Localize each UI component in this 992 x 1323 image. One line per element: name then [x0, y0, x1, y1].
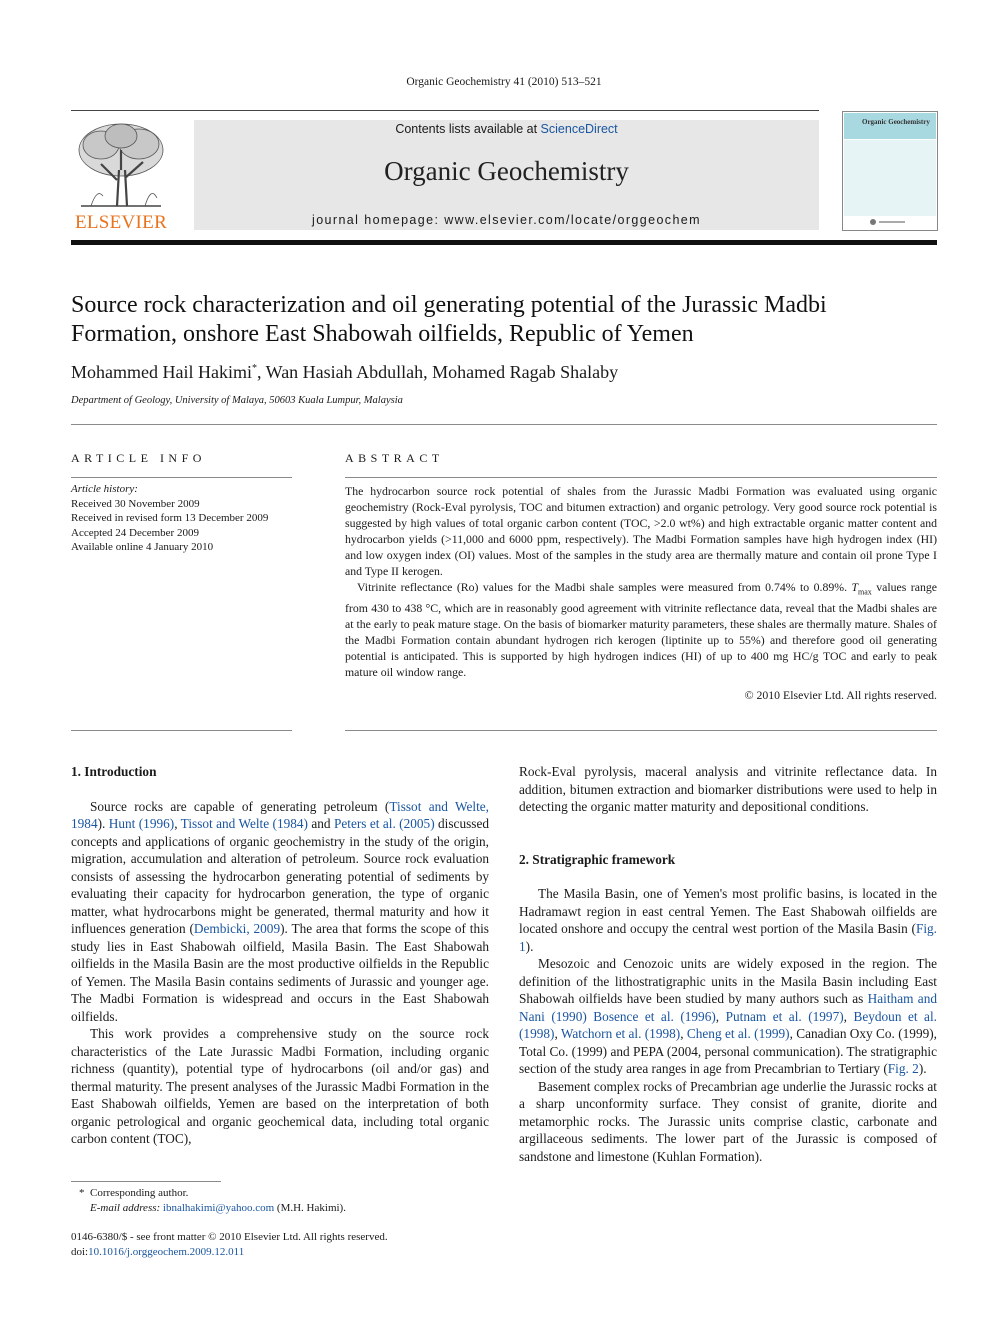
cover-header [844, 113, 936, 139]
header-thick-rule [71, 240, 937, 245]
tmax-subscript: max [858, 587, 872, 597]
text-run: , [680, 1026, 687, 1041]
text-run: discussed concepts and applications of organic geochemistry in the study of the origin, migration, accumulation and alteration of petroleum. Source rock evaluation consists of assessing the hydrocarbon generating potential of sediments by evaluating their capacity for hydrocarbon generation, the type of organic matter, what hydrocarbons might be generated, thermal maturity and how it influences generation ( [71, 816, 490, 936]
journal-homepage[interactable]: journal homepage: www.elsevier.com/locate/orggeochem [312, 213, 701, 227]
text-run: ). The area that forms the scope of this study lies in East Shabowah oilfield, Masila Basin. The East Shabowah oilfields in the Masila Basin are the most productive oilfields in the Republic of Yemen. The Masila Basin contains sediments of Jurassic and younger age. The Madbi Formation is widespread and occurs in the East Shabowah oilfields. [71, 921, 489, 1024]
text-run: Source rocks are capable of generating petroleum ( [90, 798, 390, 814]
journal-title[interactable]: Organic Geochemistry [384, 156, 629, 186]
citation-link[interactable]: Hunt (1996) [108, 816, 175, 831]
citation-link[interactable]: Tissot and Welte (1984) [180, 816, 308, 831]
revised-date: Received in revised form 13 December 2009 [71, 512, 269, 524]
text-run: Mesozoic and Cenozoic units are widely exposed in the region. The definition of the lithostratigraphic units in the Masila Basin including East Shabowah oilfields have been studied by many authors such as [519, 956, 937, 1006]
footnote-mark: * [79, 1187, 85, 1199]
email-link[interactable]: ibnalhakimi@yahoo.com [162, 1201, 275, 1214]
abstract-heading: ABSTRACT [345, 451, 444, 465]
text-run: ). [525, 938, 534, 954]
contents-line [194, 122, 819, 136]
doi-label: doi: [71, 1245, 89, 1258]
body-paragraph: Rock-Eval pyrolysis, maceral analysis and vitrinite reflectance data. In addition, bitumen extraction and biomarker distributions were used to help in detecting the organic matter maturity and depositional conditions. [519, 764, 937, 814]
body-paragraph [71, 798, 489, 1026]
abstract-paragraph [345, 579, 937, 680]
citation-link[interactable]: Beydoun et al. (1998) [519, 1008, 937, 1041]
article-info-rule [71, 477, 292, 478]
abstract-rule [345, 477, 937, 478]
header-rule [71, 110, 819, 111]
cover-title: Organic Geochemistry [862, 118, 930, 126]
accepted-date: Accepted 24 December 2009 [71, 526, 199, 539]
footnote-rule [71, 1181, 221, 1182]
article-info-bottom-rule [71, 730, 292, 731]
affiliation: Department of Geology, University of Malaya, 50603 Kuala Lumpur, Malaysia [71, 395, 403, 406]
body-paragraph: This work provides a comprehensive study on the source rock characteristics of the Late Jurassic Madbi Formation, including organic richness (quantity), potential type of hydrocarbons (oil and/or gas) and thermal maturity. The present analyses of the Jurassic Madbi Formation in the East Shabowah oilfields, Yemen are based on the interpretation of both organic petrological and organic geochemical data, including total organic carbon content (TOC), [71, 1026, 489, 1146]
doi-link[interactable]: 10.1016/j.orggeochem.2009.12.011 [88, 1245, 245, 1258]
text-run: , [843, 1008, 854, 1024]
text-run: , [554, 1026, 561, 1041]
elsevier-wordmark: ELSEVIER [74, 212, 168, 233]
text-run: , [715, 1008, 726, 1024]
elsevier-logo[interactable] [71, 120, 171, 232]
citation-link[interactable]: Watchorn et al. (1998) [560, 1026, 681, 1041]
author-list [71, 362, 937, 383]
body-paragraph [519, 955, 937, 1078]
online-date: Available online 4 January 2010 [71, 541, 214, 553]
section-heading-stratigraphy: 2. Stratigraphic framework [519, 851, 676, 867]
article-history [71, 482, 292, 555]
abstract-text-run: Vitrinite reflectance (Ro) values for the Madbi shale samples were measured from 0.74% to 0.89%. [357, 580, 852, 594]
sciencedirect-link[interactable]: ScienceDirect [540, 122, 618, 136]
issn-line: 0146-6380/$ - see front matter © 2010 Elsevier Ltd. All rights reserved. [71, 1231, 388, 1243]
received-date: Received 30 November 2009 [71, 497, 200, 510]
journal-citation: Organic Geochemistry 41 (2010) 513–521 [406, 76, 602, 88]
section-heading-introduction: 1. Introduction [71, 764, 157, 779]
journal-banner [194, 120, 819, 230]
tmax-symbol: T [851, 580, 859, 594]
abstract-bottom-rule [345, 730, 937, 731]
citation-link[interactable]: Bosence et al. (1996) [593, 1008, 716, 1024]
body-right-column [519, 763, 937, 1165]
footnote-corresponding: Corresponding author. [90, 1187, 189, 1199]
article-info-heading: ARTICLE INFO [71, 451, 206, 465]
text-run: ). [918, 1061, 927, 1076]
citation-link[interactable]: Putnam et al. (1997) [725, 1008, 844, 1024]
citation-link[interactable]: Haitham and Nani (1990) [519, 991, 938, 1024]
body-left-column [71, 763, 489, 1148]
text-run: , Canadian Oxy Co. (1999), Total Co. (1999) and PEPA (2004, personal communication). The stratigraphic section of the study area ranges in age from Precambrian to Tertiary ( [519, 1026, 937, 1076]
text-run: , [174, 816, 181, 831]
journal-cover-thumbnail[interactable] [842, 111, 938, 231]
contents-prefix: Contents lists available at [395, 122, 541, 136]
text-run: ). [97, 816, 109, 831]
email-suffix: (M.H. Hakimi). [274, 1201, 346, 1214]
cover-publisher-mark [869, 218, 909, 228]
abstract-text-run: values range from 430 to 438 °C, which are in reasonably good agreement with vitrinite reflectance data, reveal that the Madbi shales are at the early to peak mature stage. On the basis of biomarker maturity parameters, these shales are thermally mature. Shales of the Madbi Formation contain abundant hydrogen rich kerogen (liptinite up to 55%) and therefore good oil generating potential is anticipated. This is supported by high hydrogen indices (HI) of up to 400 mg HC/g TOC and early to peak mature oil window range. [345, 580, 937, 680]
email-label: E-mail address: [90, 1201, 163, 1214]
cover-logo-icon [869, 218, 909, 226]
page-footer [71, 1230, 491, 1259]
text-run: The Masila Basin, one of Yemen's most prolific basins, is located in the Hadramawt region in east central Yemen. The East Shabowah oilfields are located onshore and occupy the central west portion of the Masila Basin ( [519, 886, 937, 936]
citation-link[interactable]: Peters et al. (2005) [333, 816, 435, 831]
citation-link[interactable]: Cheng et al. (1999) [686, 1026, 790, 1041]
author-name[interactable]: Mohammed Hail Hakimi [71, 362, 252, 382]
figure-link[interactable]: Fig. 2 [887, 1061, 919, 1076]
footnote [79, 1186, 489, 1215]
history-label: Article history: [71, 483, 138, 495]
figure-link[interactable]: Fig. 1 [519, 921, 937, 954]
abstract-copyright: © 2010 Elsevier Ltd. All rights reserved. [744, 688, 937, 703]
elsevier-tree-icon [71, 120, 171, 212]
body-paragraph: Basement complex rocks of Precambrian age underlie the Jurassic rocks at a sharp unconformity surface. They consist of granite, diorite and metamorphic rocks. The Jurassic units comprise clastic, carbonate and argillaceous sediments. The lower part of the Jurassic is composed of sandstone and limestone (Kuhlan Formation). [519, 1078, 937, 1164]
corresponding-mark[interactable]: * [251, 363, 257, 374]
article-title: Source rock characterization and oil generating potential of the Jurassic Madbi Formation, onshore East Shabowah oilfields, Republic of Yemen [71, 292, 827, 347]
citation-link[interactable]: Dembicki, 2009 [193, 921, 281, 936]
body-paragraph [519, 885, 937, 955]
cover-body [844, 140, 936, 216]
title-rule [71, 424, 937, 425]
abstract-paragraph: The hydrocarbon source rock potential of shales from the Jurassic Madbi Formation was evaluated using organic geochemistry (Rock-Eval pyrolysis, TOC and bitumen extraction) and organic petrology. Very good source rock potential is suggested by high values of total organic carbon content (TOC, >2.0 wt%) and high extractable organic matter content and hydrocarbon yields (>11,000 and 6000 ppm, respectively). The Madbi Formation samples have high hydrogen index (HI) and low oxygen index (OI) values. Most of the samples in the study area are thermally mature and contain oil prone Type I and Type II kerogen. [345, 484, 937, 578]
abstract-text [345, 483, 937, 703]
author-names-rest: , Wan Hasiah Abdullah, Mohamed Ragab Shalaby [256, 362, 619, 382]
citation-link[interactable]: Tissot and Welte, 1984 [71, 798, 489, 831]
text-run: and [307, 816, 334, 831]
